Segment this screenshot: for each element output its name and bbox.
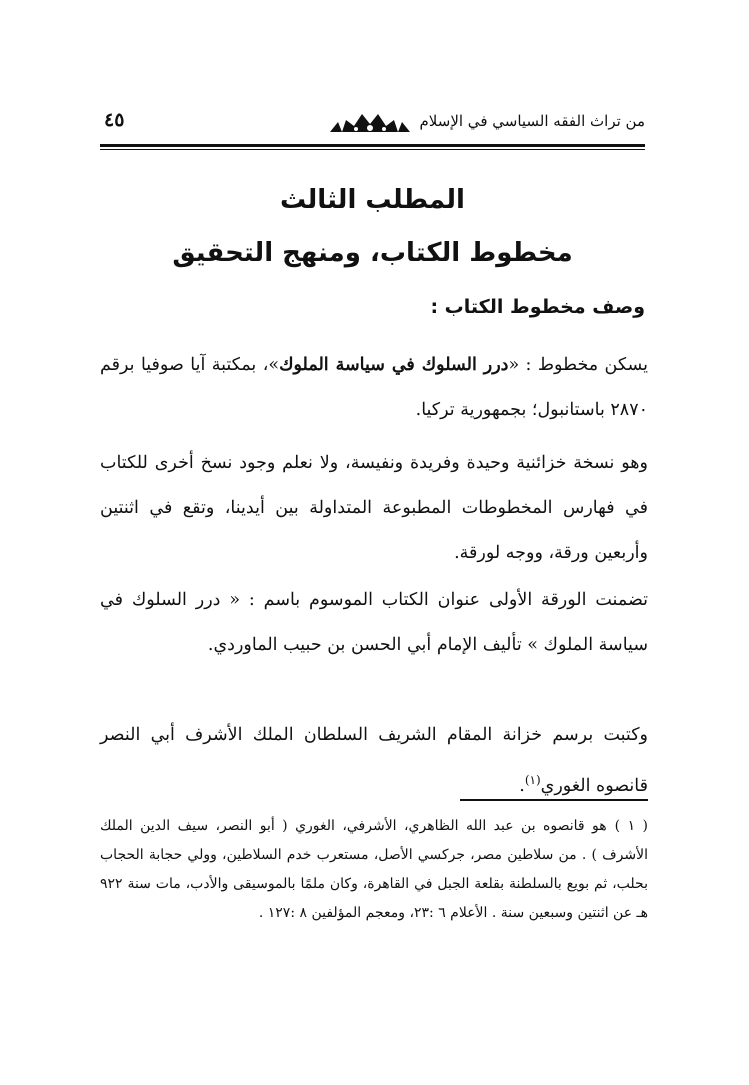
header-rule-thin [100, 149, 645, 150]
crown-ornament-icon [328, 110, 412, 134]
subheading: وصف مخطوط الكتاب : [430, 296, 645, 318]
section-heading: المطلب الثالث [280, 185, 465, 215]
footnote-text: هو قانصوه بن عبد الله الظاهري، الأشرفي، الغوري ( أبو النصر، سيف الدين الملك الأشرف ) . من سلاطين مصر، جركسي الأصل، مستعرب خدم السلاطين، وولي حجابة الحجاب بحلب، ثم بويع بالسلطنة بقلعة الجبل في القاهرة، وكان ملمًا بالموسيقى والأدب، مات سنة ٩٢٢ هـ عن اثنتين وسبعين سنة . الأعلام ٦ :٢٣، ومعجم المؤلفين ٨ :١٢٧ . [100, 818, 648, 921]
running-title: من تراث الفقه السياسي في الإسلام [419, 112, 645, 130]
paragraph-1 [100, 343, 648, 433]
paragraph-1-rest: »، بمكتبة آيا صوفيا برقم ٢٨٧٠ باستانبول؛ بجمهورية تركيا. [100, 355, 648, 420]
footnote-marker: (١) [524, 773, 541, 787]
paragraph-3: تضمنت الورقة الأولى عنوان الكتاب الموسوم باسم : « درر السلوك في سياسة الملوك » تأليف الإمام أبي الحسن بن حبيب الماوردي. [100, 590, 648, 655]
section-subtitle: مخطوط الكتاب، ومنهج التحقيق [172, 238, 573, 268]
paragraph-2: وهو نسخة خزائنية وحيدة وفريدة ونفيسة، ولا نعلم وجود نسخ أخرى للكتاب في فهارس المخطوطات المطبوعة المتداولة بين أيدينا، وتقع في اثنتين وأربعين ورقة، ووجه لورقة. [100, 453, 648, 563]
footnote [100, 812, 648, 928]
footnote-number: ( ١ ) [614, 818, 648, 834]
footnote-separator [460, 799, 648, 801]
manuscript-title: درر السلوك في سياسة الملوك [279, 355, 509, 375]
page-number: ٤٥ [104, 109, 125, 131]
paragraph-4-text: وكتبت برسم خزانة المقام الشريف السلطان الملك الأشرف أبي النصر قانصوه الغوري [100, 725, 648, 796]
paragraph-1-lead: يسكن مخطوط : « [508, 355, 648, 375]
paragraph-4 [100, 713, 648, 809]
header-rule [100, 144, 645, 147]
paragraph-4-end: . [519, 775, 525, 796]
running-header [100, 104, 645, 144]
